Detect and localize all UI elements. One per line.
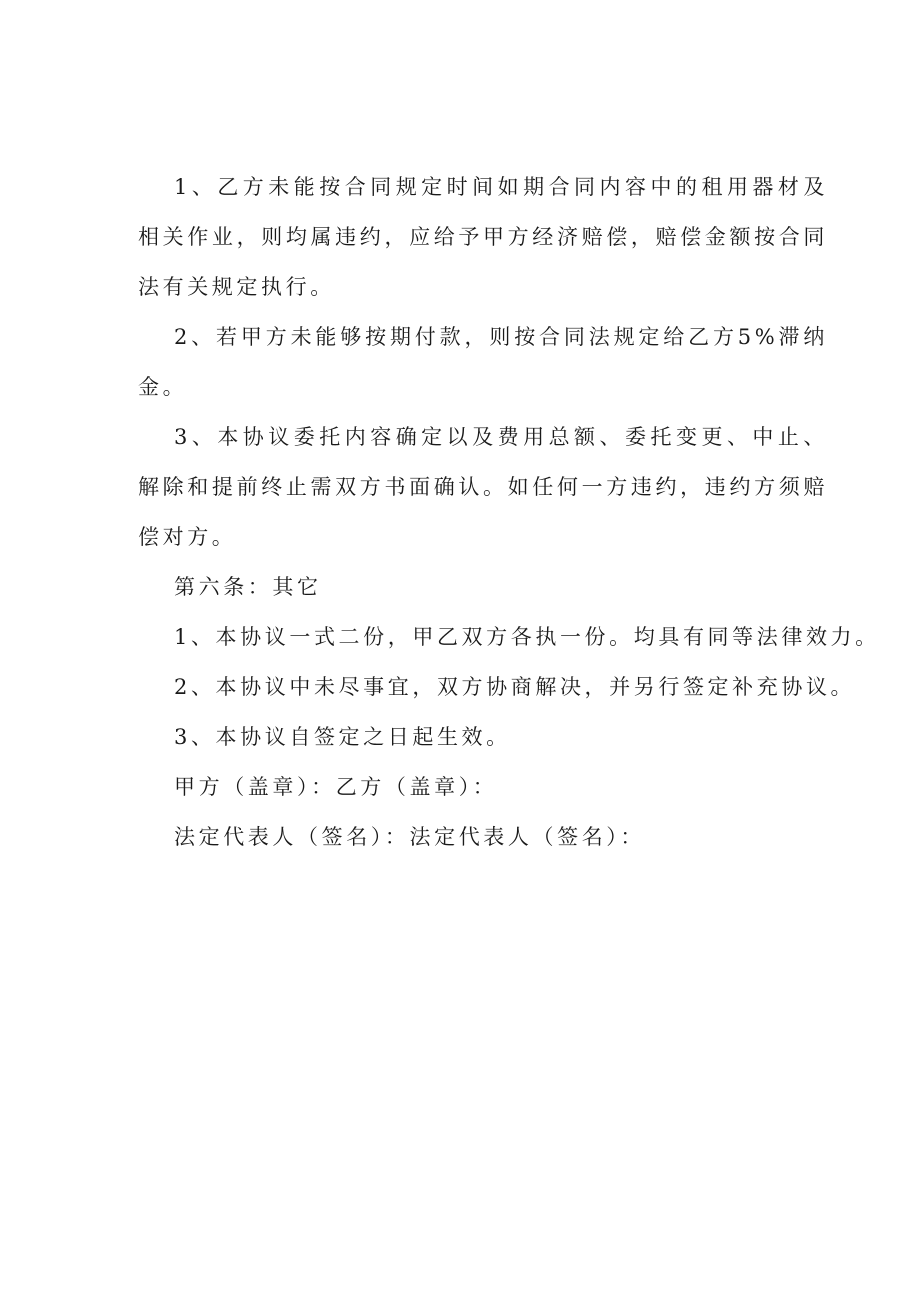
- signature-line: 法定代表人（签名）：法定代表人（签名）：: [174, 825, 645, 849]
- other-item-3: 3、本协议自签定之日起生效。: [174, 725, 511, 749]
- clause-paragraph-3: 3、本协议委托内容确定以及费用总额、委托变更、中止、解除和提前终止需双方书面确认。如任何一方违约，违约方须赔偿对方。: [138, 425, 828, 549]
- section-title: 第六条：其它: [174, 575, 322, 599]
- clause-paragraph-2: 2、若甲方未能够按期付款，则按合同法规定给乙方5%滞纳金。: [138, 325, 828, 399]
- document-body: [138, 162, 880, 862]
- seal-line: 甲方（盖章）：乙方（盖章）：: [174, 775, 498, 799]
- other-item-2: 2、本协议中未尽事宜，双方协商解决，并另行签定补充协议。: [174, 675, 856, 699]
- clause-paragraph-1: 1、乙方未能按合同规定时间如期合同内容中的租用器材及相关作业，则均属违约，应给予甲方经济赔偿，赔偿金额按合同法有关规定执行。: [138, 175, 828, 299]
- other-item-1: 1、本协议一式二份，甲乙双方各执一份。均具有同等法律效力。: [174, 625, 880, 649]
